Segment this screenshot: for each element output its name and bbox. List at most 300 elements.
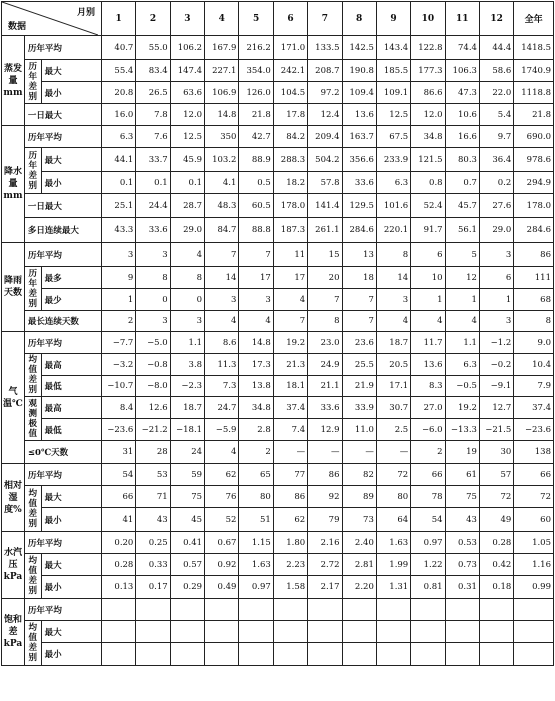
value-cell: 4 <box>273 289 307 311</box>
annual-value-cell: 21.8 <box>514 104 554 126</box>
value-cell: 31 <box>101 441 135 464</box>
value-cell: 20.8 <box>101 82 135 104</box>
value-cell: 57 <box>479 464 513 486</box>
value-cell: 23.0 <box>308 332 342 354</box>
row-label: 一日最大 <box>24 104 101 126</box>
annual-value-cell: 1418.5 <box>514 36 554 60</box>
value-cell: 43 <box>445 508 479 532</box>
value-cell: 49 <box>479 508 513 532</box>
value-cell: 0.42 <box>479 554 513 576</box>
value-cell: 88.9 <box>239 148 273 172</box>
value-cell: 8 <box>170 267 204 289</box>
section-title: 降水量mm <box>2 126 25 243</box>
value-cell: 0.57 <box>170 554 204 576</box>
value-cell <box>376 643 410 666</box>
value-cell <box>205 643 239 666</box>
row-label: 历年平均 <box>24 36 101 60</box>
row-label: 最小 <box>41 508 101 532</box>
value-cell: 43 <box>136 508 170 532</box>
value-cell <box>308 599 342 621</box>
value-cell: 11.3 <box>205 354 239 376</box>
value-cell: 7.6 <box>136 126 170 148</box>
value-cell: 288.3 <box>273 148 307 172</box>
month-header: 12 <box>479 2 513 36</box>
data-row <box>2 397 554 419</box>
value-cell: 86 <box>273 486 307 508</box>
value-cell: 7 <box>273 311 307 332</box>
data-row <box>2 621 554 643</box>
value-cell: 4 <box>411 311 445 332</box>
annual-value-cell: 86 <box>514 243 554 267</box>
data-row <box>2 332 554 354</box>
value-cell: 17 <box>239 267 273 289</box>
value-cell: 0.53 <box>445 532 479 554</box>
value-cell: 227.1 <box>205 60 239 82</box>
row-label: 最大 <box>41 60 101 82</box>
value-cell: 0.41 <box>170 532 204 554</box>
value-cell: 24.7 <box>205 397 239 419</box>
data-row <box>2 354 554 376</box>
value-cell: 33.6 <box>136 218 170 243</box>
value-cell: 17.3 <box>239 354 273 376</box>
value-cell: 25.5 <box>342 354 376 376</box>
data-row <box>2 532 554 554</box>
value-cell: 3 <box>101 243 135 267</box>
subgroup-label: 均值差别 <box>24 621 41 666</box>
value-cell: 1.31 <box>376 576 410 599</box>
value-cell: 106.9 <box>205 82 239 104</box>
value-cell: 2.72 <box>308 554 342 576</box>
value-cell: 12.9 <box>308 419 342 441</box>
value-cell: 18.1 <box>273 376 307 397</box>
value-cell: 11.0 <box>342 419 376 441</box>
value-cell: −2.3 <box>170 376 204 397</box>
value-cell: −21.2 <box>136 419 170 441</box>
value-cell: 233.9 <box>376 148 410 172</box>
value-cell: −23.6 <box>101 419 135 441</box>
value-cell: 1 <box>411 289 445 311</box>
value-cell: 12 <box>445 267 479 289</box>
month-header: 2 <box>136 2 170 36</box>
value-cell: 216.2 <box>239 36 273 60</box>
section-title: 降雨天数 <box>2 243 25 332</box>
annual-value-cell: 284.6 <box>514 218 554 243</box>
value-cell <box>342 621 376 643</box>
data-row <box>2 311 554 332</box>
value-cell: 0.13 <box>101 576 135 599</box>
row-label: 一日最大 <box>24 194 101 218</box>
subgroup-label: 历年差别 <box>24 60 41 104</box>
value-cell: 163.7 <box>342 126 376 148</box>
data-row <box>2 267 554 289</box>
value-cell <box>273 643 307 666</box>
value-cell: 52 <box>205 508 239 532</box>
value-cell: 17.8 <box>273 104 307 126</box>
value-cell: 3 <box>205 289 239 311</box>
data-row <box>2 82 554 104</box>
data-row <box>2 376 554 397</box>
value-cell: 4 <box>445 311 479 332</box>
month-header: 9 <box>376 2 410 36</box>
value-cell: 101.6 <box>376 194 410 218</box>
value-cell: 19.2 <box>273 332 307 354</box>
year-header: 全年 <box>514 2 554 36</box>
value-cell: 0.67 <box>205 532 239 554</box>
annual-value-cell: 178.0 <box>514 194 554 218</box>
table-body <box>2 36 554 666</box>
value-cell: 65 <box>239 464 273 486</box>
value-cell: 23.6 <box>342 332 376 354</box>
annual-value-cell: −23.6 <box>514 419 554 441</box>
value-cell: 89 <box>342 486 376 508</box>
value-cell: 82 <box>342 464 376 486</box>
value-cell <box>376 621 410 643</box>
value-cell: 15 <box>308 243 342 267</box>
value-cell: 106.2 <box>170 36 204 60</box>
section-title: 蒸发量mm <box>2 36 25 126</box>
annual-value-cell: 1740.9 <box>514 60 554 82</box>
value-cell: 1.80 <box>273 532 307 554</box>
row-label: 最高 <box>41 354 101 376</box>
value-cell: 109.1 <box>376 82 410 104</box>
value-cell: 74.4 <box>445 36 479 60</box>
value-cell <box>445 621 479 643</box>
value-cell: −10.7 <box>101 376 135 397</box>
value-cell: 1.22 <box>411 554 445 576</box>
section-title: 气温℃ <box>2 332 25 464</box>
value-cell <box>170 599 204 621</box>
value-cell: 62 <box>205 464 239 486</box>
value-cell <box>411 643 445 666</box>
value-cell: 56.1 <box>445 218 479 243</box>
value-cell: 0.1 <box>101 172 135 194</box>
value-cell: 45.7 <box>445 194 479 218</box>
value-cell <box>308 643 342 666</box>
data-row <box>2 172 554 194</box>
value-cell: −0.2 <box>479 354 513 376</box>
value-cell: 2.23 <box>273 554 307 576</box>
row-label: ≤0℃天数 <box>24 441 101 464</box>
annual-value-cell: 37.4 <box>514 397 554 419</box>
header-row <box>2 2 554 36</box>
value-cell: 7 <box>308 289 342 311</box>
value-cell: 33.9 <box>342 397 376 419</box>
value-cell: 73 <box>342 508 376 532</box>
value-cell: 1 <box>101 289 135 311</box>
value-cell: 21.3 <box>273 354 307 376</box>
data-row <box>2 599 554 621</box>
row-label: 最大 <box>41 486 101 508</box>
annual-value-cell <box>514 621 554 643</box>
value-cell: 47.3 <box>445 82 479 104</box>
value-cell: 12.0 <box>411 104 445 126</box>
row-label: 历年平均 <box>24 532 101 554</box>
value-cell: 6 <box>411 243 445 267</box>
value-cell: 84.2 <box>273 126 307 148</box>
row-label: 最小 <box>41 82 101 104</box>
value-cell: 86 <box>308 464 342 486</box>
value-cell: 8 <box>308 311 342 332</box>
value-cell: 83.4 <box>136 60 170 82</box>
data-row <box>2 148 554 172</box>
value-cell: 13 <box>342 243 376 267</box>
value-cell: — <box>342 441 376 464</box>
value-cell: 2.40 <box>342 532 376 554</box>
row-label: 最少 <box>41 289 101 311</box>
row-label: 最小 <box>41 576 101 599</box>
value-cell: 3 <box>136 243 170 267</box>
value-cell: 350 <box>205 126 239 148</box>
value-cell <box>479 599 513 621</box>
month-header: 4 <box>205 2 239 36</box>
annual-value-cell: 111 <box>514 267 554 289</box>
value-cell: — <box>273 441 307 464</box>
value-cell: 16.0 <box>101 104 135 126</box>
value-cell: 61 <box>445 464 479 486</box>
value-cell: −13.3 <box>445 419 479 441</box>
value-cell: −3.2 <box>101 354 135 376</box>
value-cell <box>101 599 135 621</box>
value-cell: 75 <box>445 486 479 508</box>
value-cell: −9.1 <box>479 376 513 397</box>
value-cell: −1.2 <box>479 332 513 354</box>
value-cell: 0 <box>170 289 204 311</box>
value-cell: 2.81 <box>342 554 376 576</box>
row-label: 最大 <box>41 554 101 576</box>
annual-value-cell: 294.9 <box>514 172 554 194</box>
data-row <box>2 289 554 311</box>
value-cell: 91.7 <box>411 218 445 243</box>
value-cell: 17.1 <box>376 376 410 397</box>
value-cell: 12.0 <box>170 104 204 126</box>
annual-value-cell: 60 <box>514 508 554 532</box>
value-cell: 2.5 <box>376 419 410 441</box>
row-label: 多日连续最大 <box>24 218 101 243</box>
value-cell: 42.7 <box>239 126 273 148</box>
value-cell: 0.97 <box>239 576 273 599</box>
value-cell: 3 <box>479 311 513 332</box>
month-header: 3 <box>170 2 204 36</box>
value-cell: 17 <box>273 267 307 289</box>
value-cell <box>479 643 513 666</box>
value-cell: 4.1 <box>205 172 239 194</box>
value-cell: −0.8 <box>136 354 170 376</box>
value-cell: 129.5 <box>342 194 376 218</box>
value-cell: 59 <box>170 464 204 486</box>
value-cell <box>136 643 170 666</box>
value-cell: 18 <box>342 267 376 289</box>
value-cell: 14.8 <box>205 104 239 126</box>
value-cell: 28 <box>136 441 170 464</box>
annual-value-cell: 8 <box>514 311 554 332</box>
value-cell <box>273 599 307 621</box>
value-cell: 10 <box>411 267 445 289</box>
value-cell: 6.3 <box>445 354 479 376</box>
value-cell: 0.49 <box>205 576 239 599</box>
month-header: 7 <box>308 2 342 36</box>
value-cell: 2.20 <box>342 576 376 599</box>
value-cell: 71 <box>136 486 170 508</box>
value-cell: 3 <box>376 289 410 311</box>
value-cell: — <box>376 441 410 464</box>
value-cell: −7.7 <box>101 332 135 354</box>
value-cell: 80 <box>239 486 273 508</box>
value-cell: 0.1 <box>136 172 170 194</box>
value-cell: 1.1 <box>170 332 204 354</box>
value-cell: 67.5 <box>376 126 410 148</box>
value-cell: 3 <box>239 289 273 311</box>
value-cell: 0.20 <box>101 532 135 554</box>
value-cell: −5.9 <box>205 419 239 441</box>
value-cell: −8.0 <box>136 376 170 397</box>
annual-value-cell: 0.99 <box>514 576 554 599</box>
value-cell: 0.31 <box>445 576 479 599</box>
value-cell: 5 <box>445 243 479 267</box>
value-cell: 12.5 <box>170 126 204 148</box>
value-cell: 109.4 <box>342 82 376 104</box>
value-cell: 62 <box>273 508 307 532</box>
value-cell <box>342 599 376 621</box>
value-cell: 45.9 <box>170 148 204 172</box>
month-header: 10 <box>411 2 445 36</box>
value-cell: 121.5 <box>411 148 445 172</box>
value-cell: 104.5 <box>273 82 307 104</box>
subgroup-label: 均值差别 <box>24 486 41 532</box>
value-cell: 28.7 <box>170 194 204 218</box>
value-cell: 21.8 <box>239 104 273 126</box>
annual-value-cell: 10.4 <box>514 354 554 376</box>
value-cell: 1.99 <box>376 554 410 576</box>
value-cell: 79 <box>308 508 342 532</box>
value-cell: 13.6 <box>342 104 376 126</box>
value-cell: 103.2 <box>205 148 239 172</box>
value-cell <box>101 643 135 666</box>
month-header: 6 <box>273 2 307 36</box>
value-cell: 27.0 <box>411 397 445 419</box>
row-label: 最小 <box>41 643 101 666</box>
value-cell: 220.1 <box>376 218 410 243</box>
value-cell: 19.2 <box>445 397 479 419</box>
data-row <box>2 464 554 486</box>
value-cell: −5.0 <box>136 332 170 354</box>
row-label: 最低 <box>41 376 101 397</box>
value-cell: 4 <box>239 311 273 332</box>
value-cell: 8 <box>136 267 170 289</box>
value-cell: 2.17 <box>308 576 342 599</box>
value-cell: 8 <box>376 243 410 267</box>
value-cell: 24.4 <box>136 194 170 218</box>
value-cell <box>411 599 445 621</box>
value-cell: 53 <box>136 464 170 486</box>
value-cell <box>239 599 273 621</box>
value-cell: — <box>308 441 342 464</box>
value-cell: 11.7 <box>411 332 445 354</box>
value-cell: 0.92 <box>205 554 239 576</box>
value-cell: 2 <box>411 441 445 464</box>
value-cell: 9.7 <box>479 126 513 148</box>
value-cell: 106.3 <box>445 60 479 82</box>
value-cell: 187.3 <box>273 218 307 243</box>
value-cell: 76 <box>205 486 239 508</box>
corner-data-label: 数据 <box>8 22 27 32</box>
value-cell: 7 <box>239 243 273 267</box>
value-cell: 18.7 <box>170 397 204 419</box>
value-cell: 209.4 <box>308 126 342 148</box>
value-cell: 6.3 <box>101 126 135 148</box>
value-cell: 0.18 <box>479 576 513 599</box>
value-cell: 19 <box>445 441 479 464</box>
value-cell: 0.81 <box>411 576 445 599</box>
value-cell: 37.4 <box>273 397 307 419</box>
value-cell: 55.4 <box>101 60 135 82</box>
annual-value-cell: 72 <box>514 486 554 508</box>
value-cell: 8.3 <box>411 376 445 397</box>
value-cell <box>308 621 342 643</box>
value-cell <box>376 599 410 621</box>
value-cell: 25.1 <box>101 194 135 218</box>
value-cell: 7 <box>342 311 376 332</box>
value-cell: 80.3 <box>445 148 479 172</box>
value-cell: 7 <box>205 243 239 267</box>
value-cell: 92 <box>308 486 342 508</box>
value-cell: 20 <box>308 267 342 289</box>
section-title: 相对湿度% <box>2 464 25 532</box>
value-cell: 33.6 <box>308 397 342 419</box>
value-cell: 12.5 <box>376 104 410 126</box>
value-cell: 24 <box>170 441 204 464</box>
value-cell <box>170 643 204 666</box>
value-cell: 11 <box>273 243 307 267</box>
value-cell: 1.58 <box>273 576 307 599</box>
value-cell <box>101 621 135 643</box>
value-cell: 77 <box>273 464 307 486</box>
value-cell: 20.5 <box>376 354 410 376</box>
value-cell: 57.8 <box>308 172 342 194</box>
value-cell: 0.33 <box>136 554 170 576</box>
value-cell: 86.6 <box>411 82 445 104</box>
value-cell: 58.6 <box>479 60 513 82</box>
value-cell: 0.73 <box>445 554 479 576</box>
data-row <box>2 104 554 126</box>
value-cell: 261.1 <box>308 218 342 243</box>
value-cell: 18.7 <box>376 332 410 354</box>
annual-value-cell: 7.9 <box>514 376 554 397</box>
value-cell: 185.5 <box>376 60 410 82</box>
value-cell <box>479 621 513 643</box>
value-cell: 354.0 <box>239 60 273 82</box>
value-cell: 40.7 <box>101 36 135 60</box>
value-cell: 9 <box>101 267 135 289</box>
subgroup-label: 观测极值 <box>24 397 41 441</box>
value-cell: 1.1 <box>445 332 479 354</box>
value-cell: 504.2 <box>308 148 342 172</box>
value-cell: 1 <box>479 289 513 311</box>
month-header: 8 <box>342 2 376 36</box>
row-label: 最大 <box>41 621 101 643</box>
annual-value-cell: 1.05 <box>514 532 554 554</box>
value-cell: 44.1 <box>101 148 135 172</box>
row-label: 最小 <box>41 172 101 194</box>
value-cell: 55.0 <box>136 36 170 60</box>
value-cell: 1 <box>445 289 479 311</box>
value-cell: 64 <box>376 508 410 532</box>
data-row <box>2 419 554 441</box>
climate-table <box>1 1 554 666</box>
annual-value-cell: 68 <box>514 289 554 311</box>
value-cell: 0.29 <box>170 576 204 599</box>
value-cell: 66 <box>411 464 445 486</box>
value-cell: 88.8 <box>239 218 273 243</box>
